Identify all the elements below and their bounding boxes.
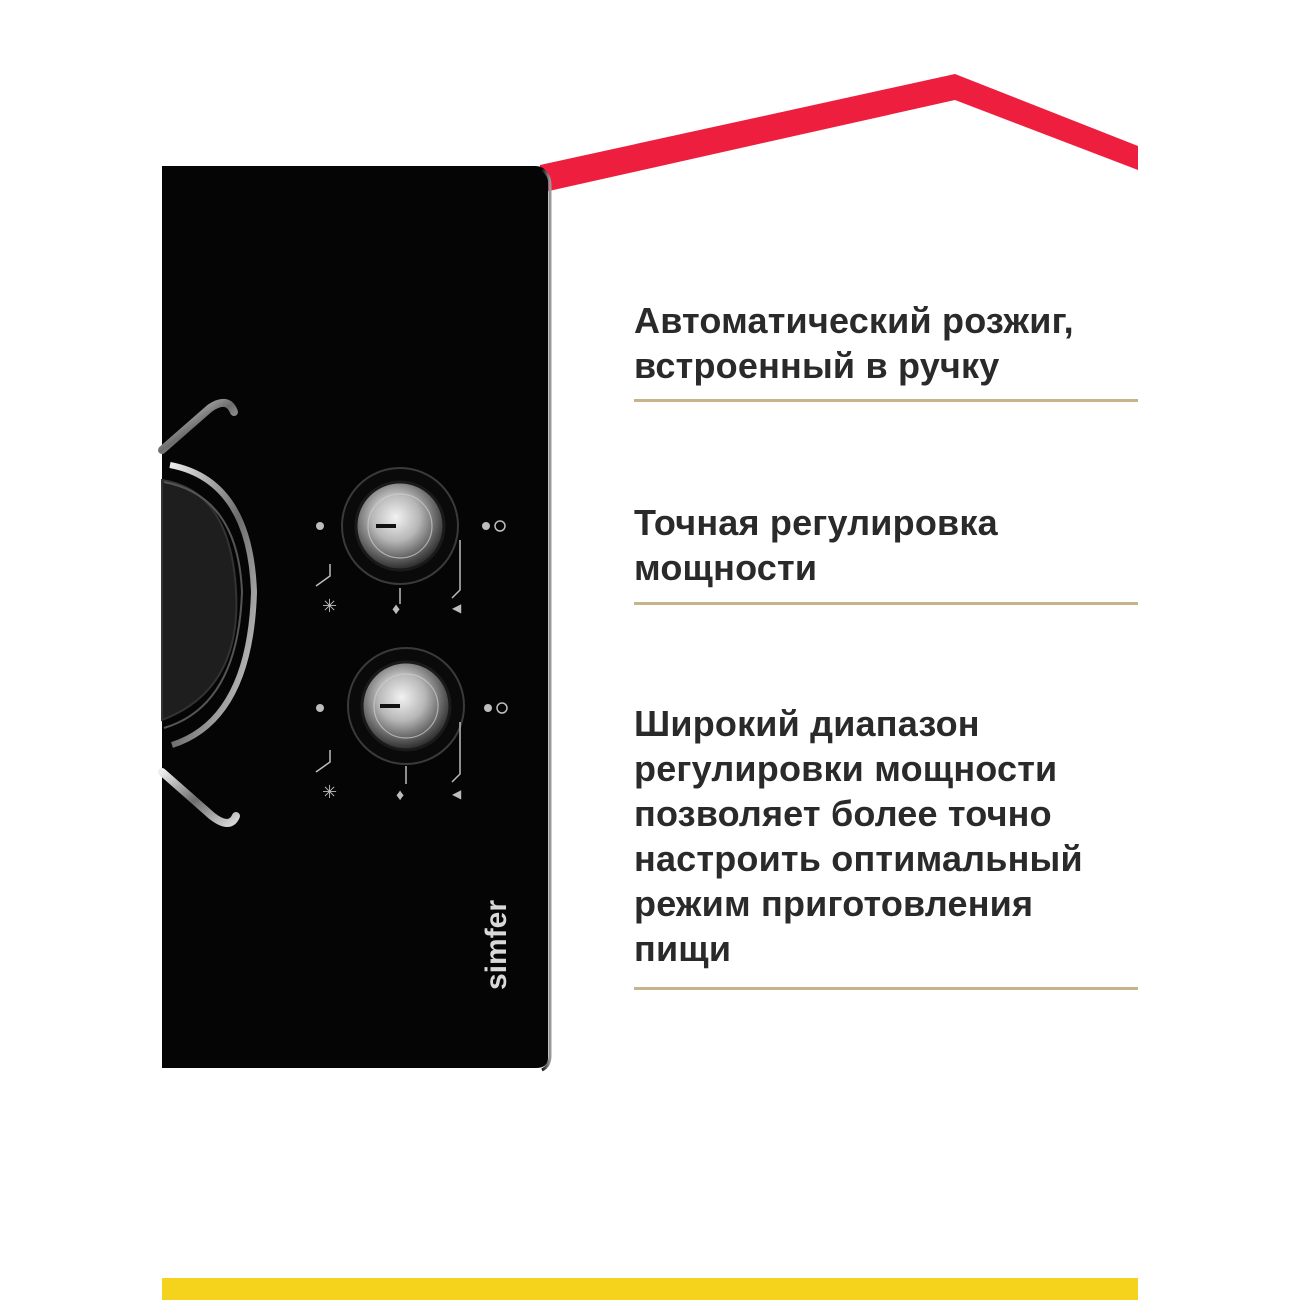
roof-stripe-shape: [540, 74, 1138, 193]
bottom-accent-stripe: [162, 1278, 1138, 1300]
product-photo: [150, 160, 560, 1080]
feature-text: Автоматический розжиг, встроенный в ручку: [634, 300, 1074, 386]
brand-logo: simfer: [480, 899, 513, 990]
feature-item-ignition: [634, 298, 1138, 388]
ignition-spark-icon-2: ✳: [322, 782, 338, 802]
feature-divider: [634, 602, 1138, 605]
feature-text: Широкий диапазон регулировки мощности позволяет более точно настроить оптимальный режим приготовления пищи: [634, 703, 1083, 969]
flame-icon: ♦: [392, 601, 401, 618]
flame-icon-2: ♦: [396, 787, 405, 804]
flame-small-icon-2: ◀: [452, 787, 462, 801]
ignition-spark-icon: ✳: [322, 596, 338, 616]
feature-item-range: [634, 701, 1138, 971]
control-knob-2[interactable]: [348, 648, 464, 764]
feature-text: Точная регулировка мощности: [634, 502, 998, 588]
flame-small-icon: ◀: [452, 601, 462, 615]
feature-divider: [634, 987, 1138, 990]
feature-item-power: [634, 500, 1138, 590]
feature-divider: [634, 399, 1138, 402]
control-knob-1[interactable]: [342, 468, 458, 584]
